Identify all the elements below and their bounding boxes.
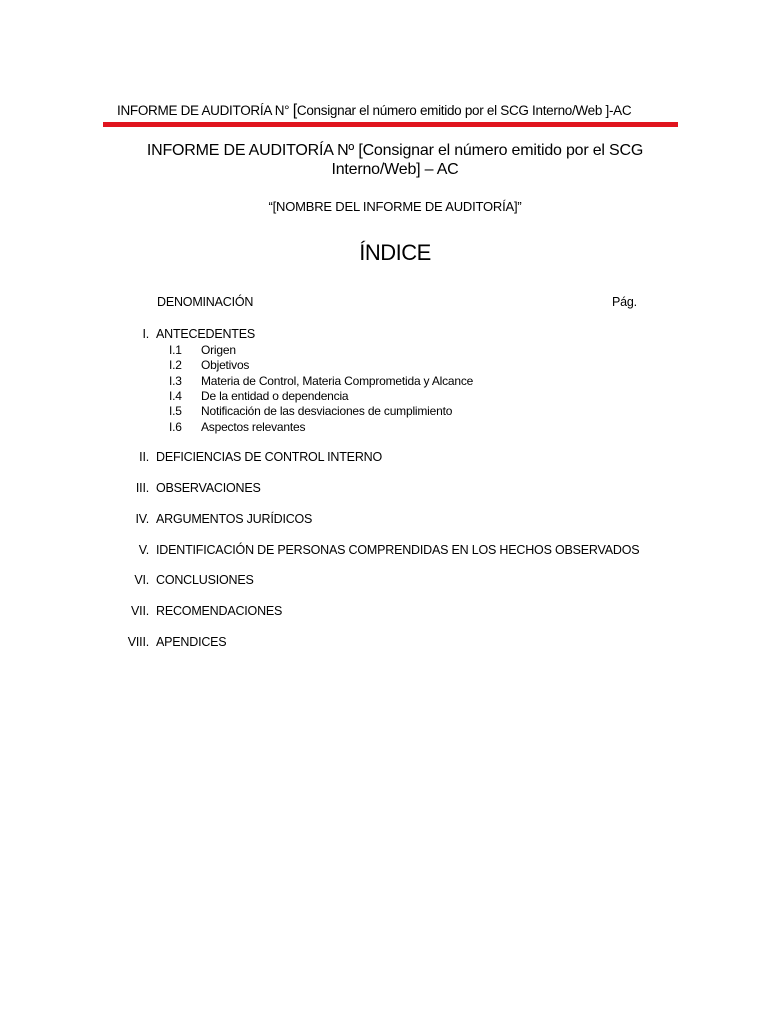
toc-section-number: V. — [138, 543, 149, 557]
header-rule — [103, 122, 678, 127]
toc-subsection-number: I.6 — [169, 420, 182, 434]
toc-column-denominacion: DENOMINACIÓN — [157, 295, 254, 309]
toc-section-number: I. — [142, 327, 149, 341]
toc-section-number: VII. — [131, 604, 149, 618]
toc-section-number: II. — [139, 450, 149, 464]
running-header-suffix: Consignar el número emitido por el SCG Interno/Web ]-AC — [296, 103, 632, 118]
running-header-bracket: [ — [292, 102, 297, 119]
toc-subsection-number: I.3 — [169, 374, 182, 388]
document-title-line1: INFORME DE AUDITORÍA Nº [Consignar el número emitido por el SCG — [146, 142, 644, 159]
toc-section-title: CONCLUSIONES — [156, 573, 254, 587]
report-name: “[NOMBRE DEL INFORME DE AUDITORÍA]” — [268, 199, 522, 214]
document-title-line2: Interno/Web] – AC — [331, 161, 459, 178]
toc-section-number: VI. — [134, 573, 149, 587]
toc-subsection-number: I.4 — [169, 389, 182, 403]
toc-subsection-number: I.1 — [169, 343, 182, 357]
toc-section-title: ARGUMENTOS JURÍDICOS — [156, 512, 313, 526]
toc-section-number: IV. — [135, 512, 149, 526]
toc-section-number: VIII. — [127, 635, 149, 649]
toc-subsection-title: Origen — [201, 343, 236, 357]
toc-column-page: Pág. — [612, 295, 637, 309]
toc-section-title: IDENTIFICACIÓN DE PERSONAS COMPRENDIDAS EN LOS HECHOS OBSERVADOS — [156, 543, 640, 557]
toc-section-title: APENDICES — [156, 635, 227, 649]
toc-section-title: ANTECEDENTES — [156, 327, 256, 341]
toc-subsection-number: I.5 — [169, 404, 182, 418]
toc-section-title: DEFICIENCIAS DE CONTROL INTERNO — [156, 450, 382, 464]
toc-section-title: RECOMENDACIONES — [156, 604, 283, 618]
toc-subsection-title: Objetivos — [201, 358, 250, 372]
toc-subsection-title: Aspectos relevantes — [201, 420, 306, 434]
toc-subsection-title: De la entidad o dependencia — [201, 389, 349, 403]
toc-subsection-title: Materia de Control, Materia Comprometida y Alcance — [201, 374, 474, 388]
running-header — [117, 102, 631, 120]
document-title — [140, 141, 650, 179]
toc-section-number: III. — [135, 481, 149, 495]
toc-subsection-number: I.2 — [169, 358, 182, 372]
running-header-prefix: INFORME DE AUDITORÍA N° — [117, 103, 293, 118]
index-title: ÍNDICE — [359, 240, 431, 265]
toc-subsection-title: Notificación de las desviaciones de cumplimiento — [201, 404, 453, 418]
toc-section-title: OBSERVACIONES — [156, 481, 261, 495]
